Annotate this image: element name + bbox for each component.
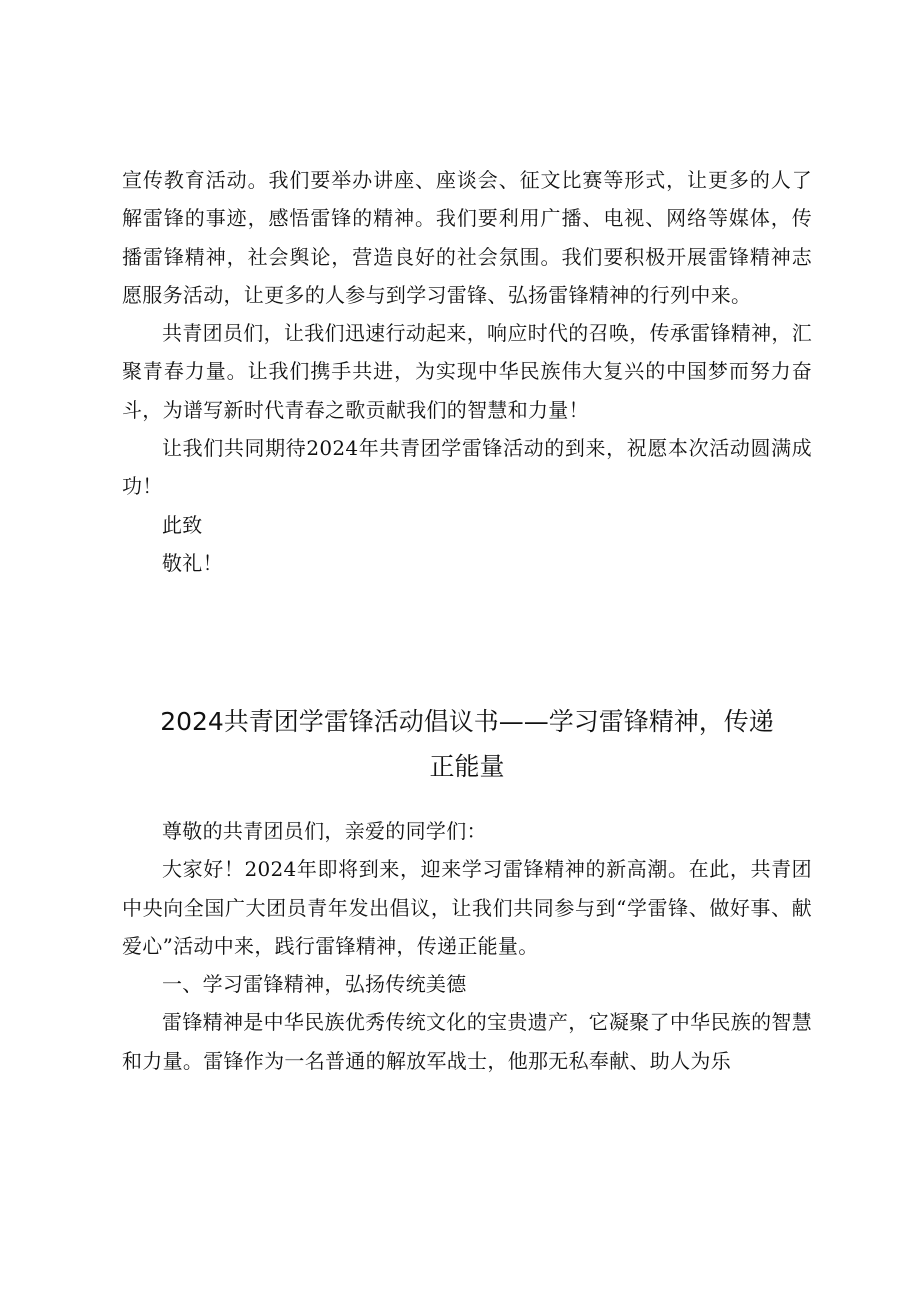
paragraph-greeting: 大家好！2024年即将到来，迎来学习雷锋精神的新高潮。在此，共青团中央向全国广大团员青年发出倡议，让我们共同参与到“学雷锋、做好事、献爱心”活动中来，践行雷锋精神，传递正能量。: [122, 857, 812, 958]
closing-salutation: 此致: [162, 512, 203, 537]
closing-regards: 敬礼！: [162, 550, 223, 575]
proposal-body: [122, 812, 812, 1080]
salutation: 尊敬的共青团员们，亲爱的同学们：: [162, 819, 487, 843]
paragraph-call-to-action: 共青团员们，让我们迅速行动起来，响应时代的召唤，传承雷锋精神，汇聚青春力量。让我们携手共进，为实现中华民族伟大复兴的中国梦而努力奋斗，为谱写新时代青春之歌贡献我们的智慧和力量！: [122, 321, 812, 422]
paragraph-publicity-activities: 宣传教育活动。我们要举办讲座、座谈会、征文比赛等形式，让更多的人了解雷锋的事迹，感悟雷锋的精神。我们要利用广播、电视、网络等媒体，传播雷锋精神，社会舆论，营造良好的社会氛围。我们要积极开展雷锋精神志愿服务活动，让更多的人参与到学习雷锋、弘扬雷锋精神的行列中来。: [122, 168, 812, 307]
title-line-2: 正能量: [429, 751, 505, 781]
section-heading-1: 一、学习雷锋精神，弘扬传统美德: [162, 972, 467, 997]
letter-body-continued: [122, 161, 812, 582]
title-line-1: 2024共青团学雷锋活动倡议书——学习雷锋精神，传递: [160, 706, 774, 736]
paragraph-closing-wish: 让我们共同期待2024年共青团学雷锋活动的到来，祝愿本次活动圆满成功！: [122, 436, 812, 499]
document-title: [122, 699, 812, 789]
paragraph-lei-feng-spirit: 雷锋精神是中华民族优秀传统文化的宝贵遗产，它凝聚了中华民族的智慧和力量。雷锋作为一名普通的解放军战士，他那无私奉献、助人为乐: [122, 1010, 812, 1073]
